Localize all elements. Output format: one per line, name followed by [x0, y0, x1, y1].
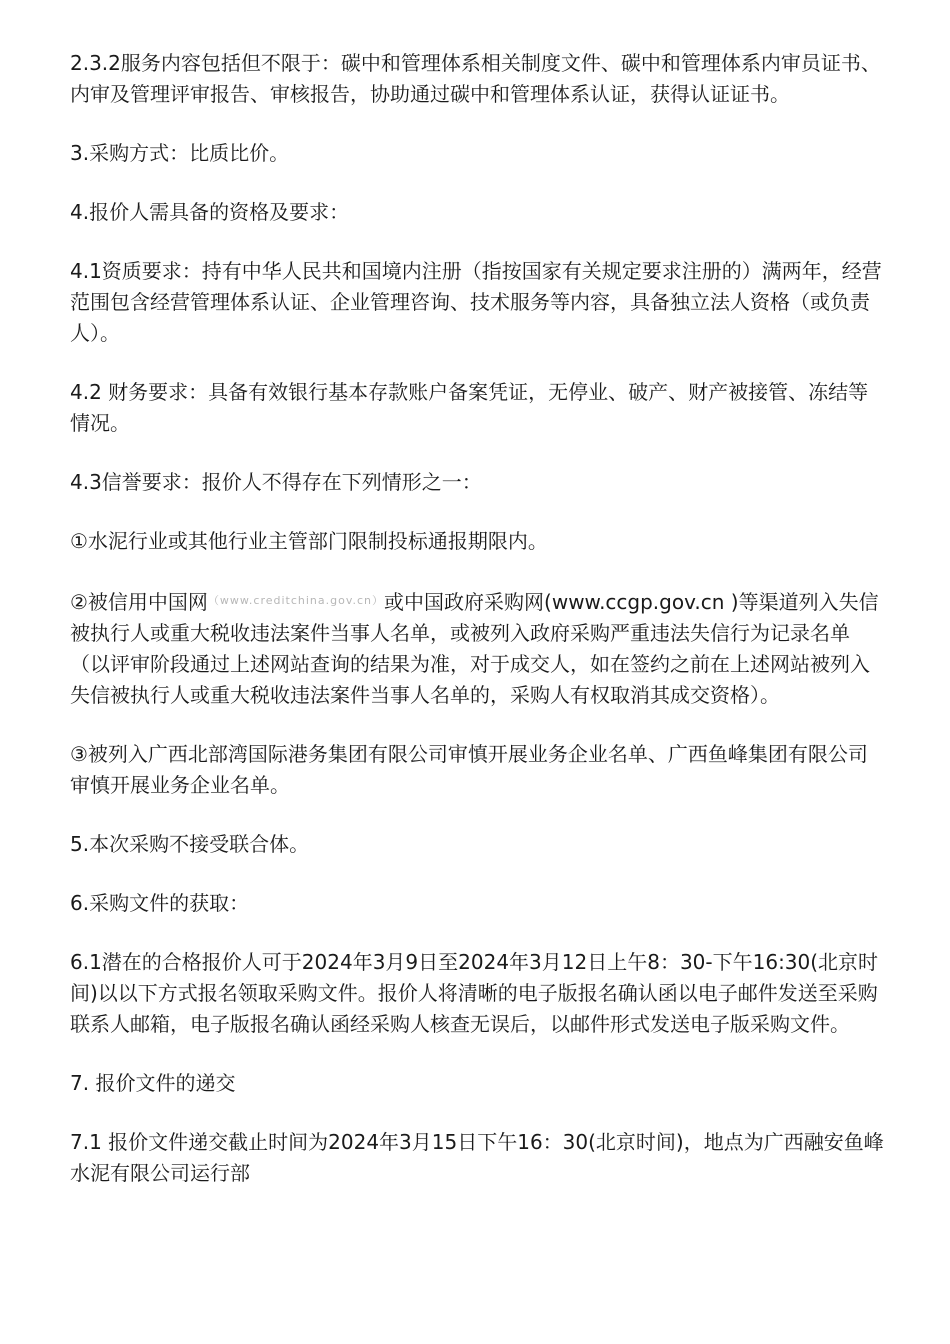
- paragraph-5: 5.本次采购不接受联合体。: [70, 832, 310, 856]
- paragraph-circle-3: ③被列入广西北部湾国际港务集团有限公司审慎开展业务企业名单、广西鱼峰集团有限公司审慎开展业务企业名单。: [70, 742, 868, 797]
- paragraph-circle-1: ①水泥行业或其他行业主管部门限制投标通报期限内。: [70, 529, 548, 553]
- document-body: [70, 48, 885, 1217]
- paragraph-7-1: 7.1 报价文件递交截止时间为2024年3月15日下午16：30(北京时间)，地点为广西融安鱼峰水泥有限公司运行部: [70, 1130, 884, 1185]
- paragraph-2-3-2: 2.3.2服务内容包括但不限于：碳中和管理体系相关制度文件、碳中和管理体系内审员证书、内审及管理评审报告、审核报告，协助通过碳中和管理体系认证，获得认证证书。: [70, 51, 881, 106]
- paragraph-7: 7. 报价文件的递交: [70, 1071, 236, 1095]
- paragraph-6: 6.采购文件的获取：: [70, 891, 250, 915]
- paragraph-4: 4.报价人需具备的资格及要求：: [70, 200, 350, 224]
- paragraph-3: 3.采购方式：比质比价。: [70, 141, 290, 165]
- paragraph-circle-2: [70, 585, 885, 711]
- circle-2-lead: ②被信用中国网: [70, 590, 208, 614]
- paragraph-6-1: 6.1潜在的合格报价人可于2024年3月9日至2024年3月12日上午8：30-下午16:30(北京时间)以以下方式报名领取采购文件。报价人将清晰的电子版报名确认函以电子邮件发送至采购联系人邮箱，电子版报名确认函经采购人核查无误后，以邮件形式发送电子版采购文件。: [70, 950, 879, 1036]
- paragraph-4-2: 4.2 财务要求：具备有效银行基本存款账户备案凭证，无停业、破产、财产被接管、冻结等情况。: [70, 380, 869, 435]
- faint-url-creditchina: （www.creditchina.gov.cn）: [207, 594, 385, 607]
- paragraph-4-3: 4.3信誉要求：报价人不得存在下列情形之一：: [70, 470, 482, 494]
- circle-2-rest: 或中国政府采购网(www.ccgp.gov.cn )等渠道列入失信被执行人或重大税收违法案件当事人名单，或被列入政府采购严重违法失信行为记录名单（以评审阶段通过上述网站查询的结果为准，对于成交人，如在签约之前在上述网站被列入失信被执行人或重大税收违法案件当事人名单的，采购人有权取消其成交资格）。: [70, 590, 879, 707]
- paragraph-4-1: 4.1资质要求：持有中华人民共和国境内注册（指按国家有关规定要求注册的）满两年，经营范围包含经营管理体系认证、企业管理咨询、技术服务等内容，具备独立法人资格（或负责人）。: [70, 259, 882, 345]
